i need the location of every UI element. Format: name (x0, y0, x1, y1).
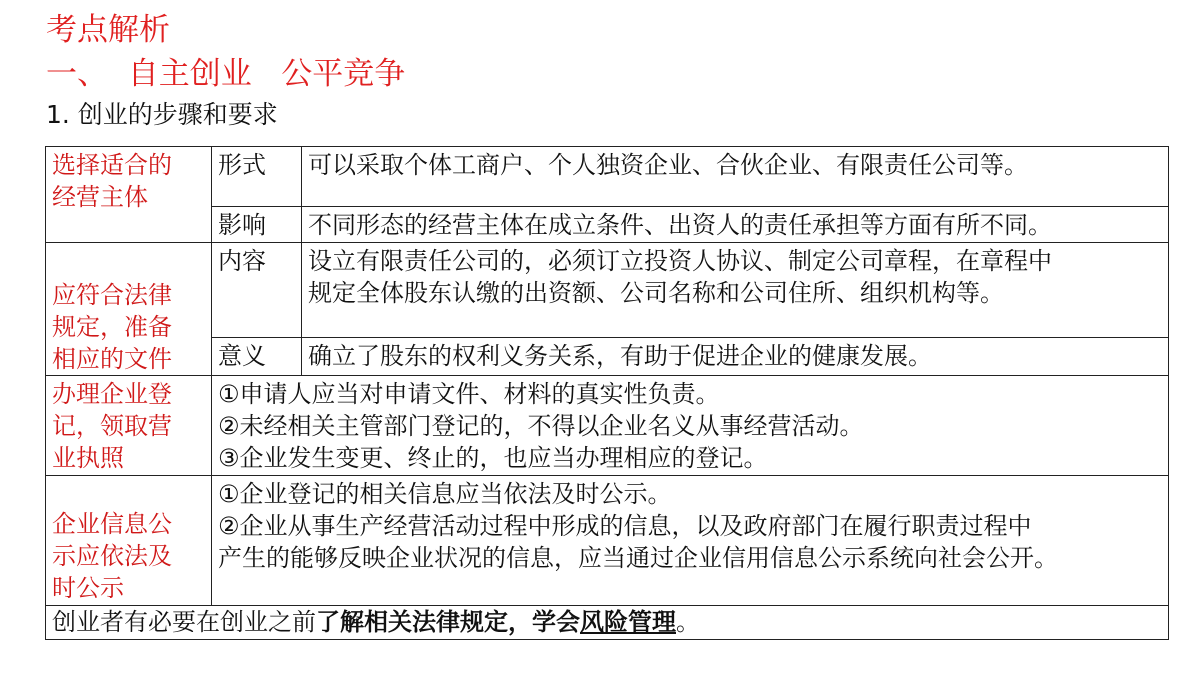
sub-label-cell (212, 207, 302, 243)
table-row (46, 337, 1169, 375)
content-line: ①申请人应当对申请文件、材料的真实性负责。 (218, 380, 720, 408)
sub-label: 意义 (218, 341, 266, 370)
category-cell-legal-documents (46, 243, 212, 376)
sub-label-cell (212, 147, 302, 207)
sub-label: 内容 (218, 247, 266, 275)
category-line: 记，领取营 (52, 412, 172, 440)
category-line: 选择适合的 (52, 151, 172, 179)
footer-text: 创业者有必要在创业之前 (52, 608, 316, 636)
table-row (46, 476, 1169, 606)
content-cell (302, 243, 1169, 338)
table-row (46, 207, 1169, 243)
sub-label: 形式 (218, 151, 266, 179)
content-line: ②未经相关主管部门登记的，不得以企业名义从事经营活动。 (218, 412, 864, 440)
category-cell-business-entity (46, 147, 212, 243)
footer-suffix: 。 (676, 608, 700, 636)
category-cell-info-disclosure (46, 476, 212, 606)
category-line: 相应的文件 (52, 345, 172, 373)
content-text: 确立了股东的权利义务关系，有助于促进企业的健康发展。 (308, 341, 932, 370)
category-line: 规定，准备 (52, 313, 172, 341)
footer-bold-text: 了解相关法律规定，学会 (316, 608, 580, 636)
category-line: 经营主体 (52, 183, 148, 211)
content-line: ②企业从事生产经营活动过程中形成的信息，以及政府部门在履行职责过程中 (218, 512, 1032, 540)
table-row (46, 376, 1169, 476)
category-line: 业执照 (52, 444, 124, 472)
sub-label-cell (212, 243, 302, 338)
footer-underlined-text: 风险管理 (580, 608, 676, 636)
sub-label: 影响 (218, 211, 266, 239)
category-line: 示应依法及 (52, 541, 172, 570)
category-line: 时公示 (52, 573, 124, 602)
content-line: 产生的能够反映企业状况的信息，应当通过企业信用信息公示系统向社会公开。 (218, 544, 1058, 572)
content-text: 不同形态的经营主体在成立条件、出资人的责任承担等方面有所不同。 (308, 211, 1052, 239)
footer-cell (46, 606, 1169, 640)
category-line: 办理企业登 (52, 380, 172, 408)
content-line: 规定全体股东认缴的出资额、公司名称和公司住所、组织机构等。 (308, 279, 1004, 307)
content-line: ①企业登记的相关信息应当依法及时公示。 (218, 480, 672, 508)
content-cell (302, 147, 1169, 207)
sub-label-cell (212, 337, 302, 375)
content-cell (212, 476, 1169, 606)
content-cell (302, 337, 1169, 375)
category-cell-registration (46, 376, 212, 476)
content-line: 设立有限责任公司的，必须订立投资人协议、制定公司章程，在章程中 (308, 247, 1052, 275)
startup-steps-table (45, 146, 1169, 640)
category-line: 企业信息公 (52, 509, 172, 538)
table-row (46, 606, 1169, 640)
section-title: 一、 自主创业 公平竞争 (46, 56, 406, 92)
page-heading: 考点解析 (46, 12, 170, 48)
table-row (46, 243, 1169, 338)
content-cell (212, 376, 1169, 476)
content-text: 可以采取个体工商户、个人独资企业、合伙企业、有限责任公司等。 (308, 151, 1028, 179)
subsection-title: 1. 创业的步骤和要求 (46, 100, 278, 129)
category-line: 应符合法律 (52, 281, 172, 309)
content-line: ③企业发生变更、终止的，也应当办理相应的登记。 (218, 444, 768, 472)
table-row (46, 147, 1169, 207)
content-cell (302, 207, 1169, 243)
